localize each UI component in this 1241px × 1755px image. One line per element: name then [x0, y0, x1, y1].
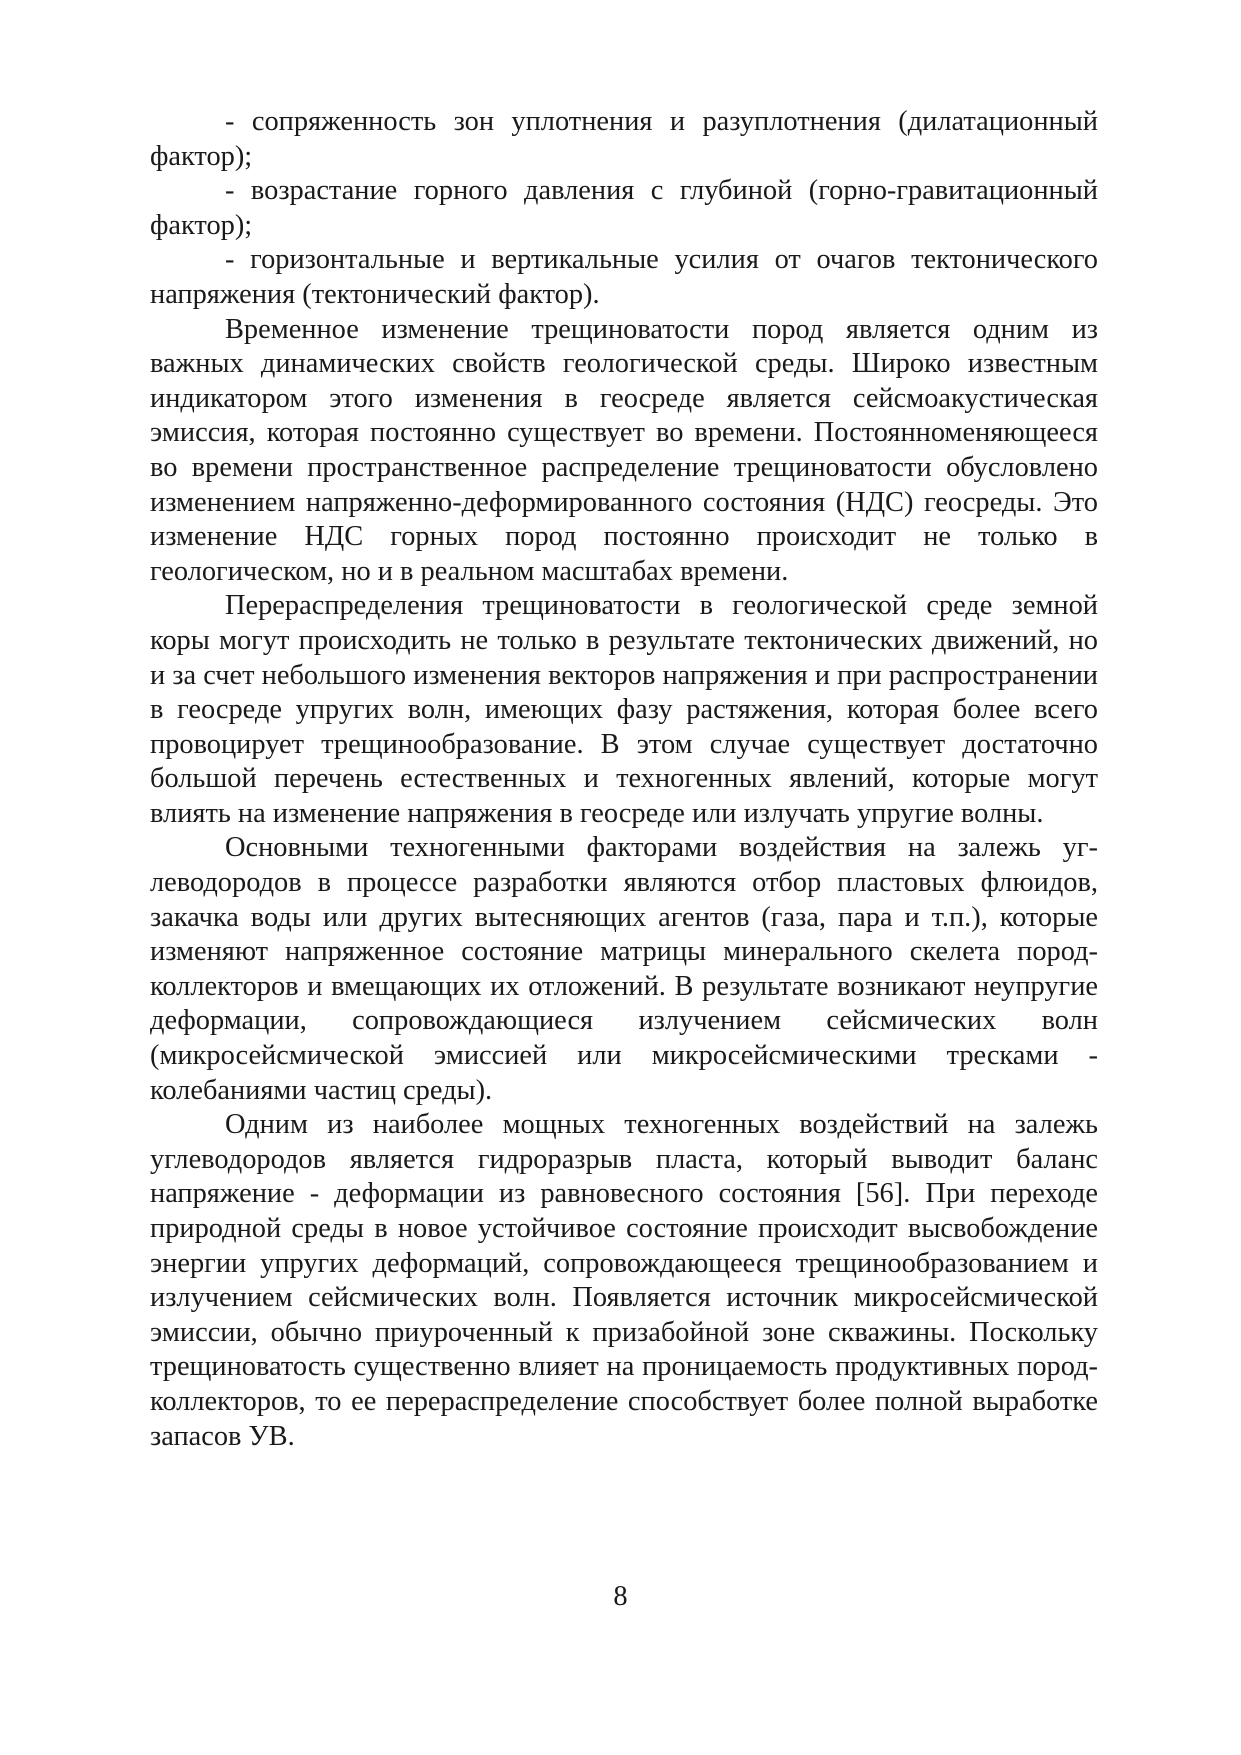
page-number: 8	[613, 1581, 628, 1612]
paragraph-fracture-change: Временное изменение трещиноватости пород является одним из важных динамических свойств геологической среды. Широко известным индикатором этого изменения в геосреде является сейсмоакустическая эмиссия, которая постоянно существует во времени. Постоянноменяющееся во времени пространственное распределение трещиноватости обусловлено изменением напряженно-деформированного состояния (НДС) геосреды. Это изменение НДС горных пород постоянно происходит не только в геологическом, но и в реальном масштабах времени.	[150, 313, 1098, 587]
list-item-gravitational: - возрастание горного давления с глубиной (горно-гравитационный фактор);	[150, 175, 1098, 241]
paragraph-technogenic-factors: Основными техногенными факторами воздействия на залежь углеводородов в процессе разработки являются отбор пластовых флюидов, закачка воды или других вытесняющих агентов (газа, пара и т.п.), которые изменяют напряженное состояние матрицы минерального скелета пород-коллекторов и вмещающих их отложений. В результате возникают неупругие деформации, сопровождающиеся излучением сейсмических волн (микросейсмической эмиссией или микросейсмическими тресками - колебаниями частиц среды).	[150, 832, 1098, 1106]
page-body	[150, 105, 1098, 1454]
list-item-dilatation: - сопряженность зон уплотнения и разуплотнения (дилатационный фактор);	[150, 106, 1098, 172]
list-item-tectonic: - горизонтальные и вертикальные усилия от очагов тектонического напряжения (тектонический фактор).	[150, 244, 1098, 310]
paragraph-hydraulic-fracturing: Одним из наиболее мощных техногенных воздействий на залежь углеводородов является гидроразрыв пласта, который выводит баланс напряжение - деформации из равновесного состояния [56]. При переходе природной среды в новое устойчивое состояние происходит высвобождение энергии упругих деформаций, сопровождающееся трещинообразованием и излучением сейсмических волн. Появляется источник микросейсмической эмиссии, обычно приуроченный к призабойной зоне скважины. Поскольку трещиноватость существенно влияет на проницаемость продуктивных пород-коллекторов, то ее перераспределение способствует более полной выработке запасов УВ.	[150, 1109, 1098, 1452]
paragraph-redistribution: Перераспределения трещиноватости в геологической среде земной коры могут происходить не только в результате тектонических движений, но и за счет небольшого изменения векторов напряжения и при распространении в геосреде упругих волн, имеющих фазу растяжения, которая более всего провоцирует трещинообразование. В этом случае существует достаточно большой перечень естественных и техногенных явлений, которые могут влиять на изменение напряжения в геосреде или излучать упругие волны.	[150, 590, 1098, 829]
